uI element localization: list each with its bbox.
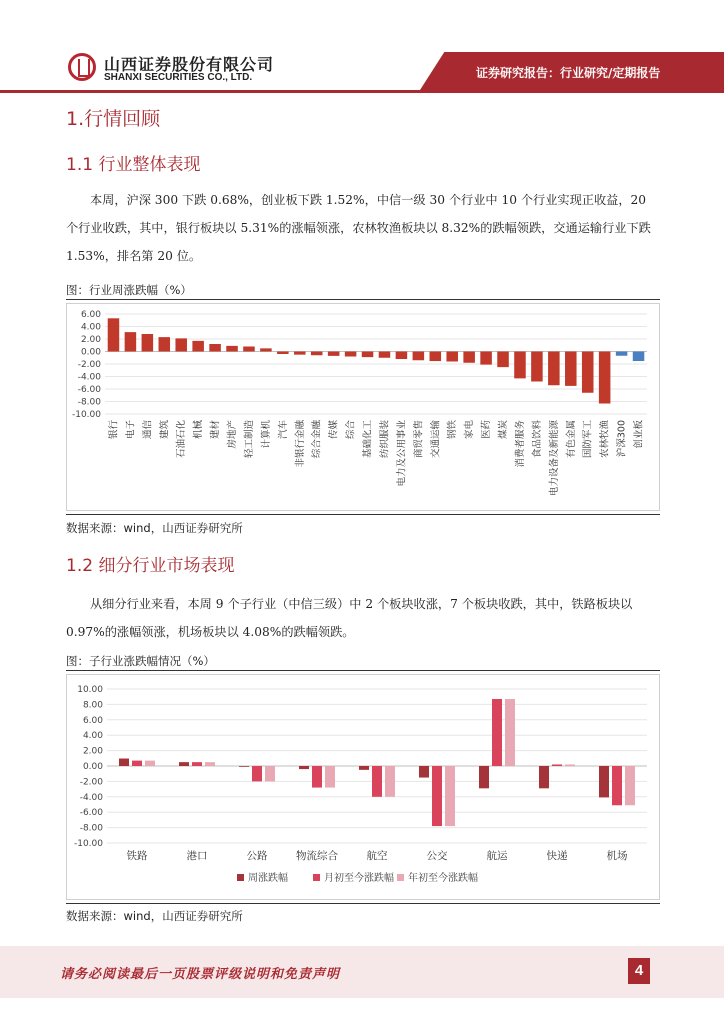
section-title: 1.行情回顾 <box>66 108 161 130</box>
bar <box>616 352 628 356</box>
bar <box>552 764 562 766</box>
y-tick-label: -4.00 <box>77 372 101 383</box>
bar <box>108 318 120 351</box>
x-tick-label: 综合金融 <box>311 420 323 459</box>
bar <box>372 766 382 797</box>
bar <box>612 766 622 805</box>
y-tick-label: -2.00 <box>77 360 101 370</box>
bar <box>492 699 502 766</box>
x-tick-label: 银行 <box>108 420 120 440</box>
figure-rule-bottom-2 <box>66 903 660 904</box>
bar <box>497 352 509 368</box>
x-tick-label: 航空 <box>366 850 388 862</box>
legend-label: 周涨跌幅 <box>248 873 288 884</box>
bar <box>205 762 215 766</box>
x-tick-label: 农林牧渔 <box>599 420 611 459</box>
x-tick-label: 建材 <box>210 420 222 440</box>
x-tick-label: 通信 <box>142 420 154 440</box>
y-tick-label: 4.00 <box>80 322 101 333</box>
y-tick-label: 8.00 <box>82 700 103 711</box>
bar <box>379 352 391 358</box>
company-name-cn: 山西证券股份有限公司 <box>104 55 275 74</box>
y-tick-label: 4.00 <box>82 731 103 742</box>
x-tick-label: 交通运输 <box>430 420 442 459</box>
subsection-title-2: 1.2 细分行业市场表现 <box>66 556 235 576</box>
x-tick-label: 计算机 <box>260 420 272 449</box>
x-tick-label: 港口 <box>186 850 208 862</box>
x-tick-label: 纺织服装 <box>379 420 391 459</box>
bar <box>192 341 204 352</box>
x-tick-label: 物流综合 <box>296 850 338 862</box>
bar <box>277 352 289 355</box>
y-tick-label: 6.00 <box>82 715 103 726</box>
x-tick-label: 公路 <box>246 850 268 862</box>
bar <box>145 761 155 766</box>
figure-source-1: 数据来源：wind，山西证券研究所 <box>66 521 243 535</box>
x-tick-label: 有色金属 <box>565 420 577 459</box>
x-tick-label: 沪深300 <box>616 420 628 458</box>
x-tick-label: 铁路 <box>126 850 148 862</box>
x-tick-label: 建筑 <box>159 420 171 440</box>
x-tick-label: 电力设备及新能源 <box>548 420 560 497</box>
legend-label: 年初至今涨跌幅 <box>408 873 478 884</box>
bar <box>505 699 515 766</box>
bar <box>260 348 272 351</box>
bar <box>531 352 543 382</box>
bar <box>362 352 374 358</box>
legend-swatch <box>397 874 404 881</box>
bar <box>132 761 142 766</box>
bar <box>539 766 549 788</box>
x-tick-label: 非银行金融 <box>294 420 306 468</box>
y-tick-label: 10.00 <box>77 685 103 695</box>
x-tick-label: 航运 <box>486 850 508 862</box>
industry-weekly-chart-svg <box>67 304 659 510</box>
x-tick-label: 钢铁 <box>447 420 459 440</box>
x-tick-label: 消费者服务 <box>514 420 526 468</box>
bar <box>328 352 340 356</box>
y-tick-label: 0.00 <box>82 762 103 772</box>
x-tick-label: 房地产 <box>227 420 239 449</box>
bar <box>119 759 129 766</box>
bar <box>599 766 609 797</box>
bar <box>625 766 635 805</box>
bar <box>582 352 594 393</box>
bar <box>565 352 577 386</box>
x-tick-label: 食品饮料 <box>531 420 543 459</box>
y-tick-label: -4.00 <box>79 792 103 803</box>
bar <box>445 766 455 826</box>
bar <box>265 766 275 781</box>
sub-industry-chart-svg <box>67 675 659 899</box>
x-tick-label: 创业板 <box>633 420 645 449</box>
bar <box>209 344 221 352</box>
x-tick-label: 石油石化 <box>176 420 188 459</box>
x-tick-label: 电力及公用事业 <box>396 420 408 487</box>
x-tick-label: 传媒 <box>328 420 340 440</box>
legend-swatch <box>313 874 320 881</box>
report-type: 证券研究报告：行业研究/定期报告 <box>476 66 661 80</box>
figure-rule-top-2 <box>66 670 660 671</box>
bar <box>419 766 429 778</box>
y-tick-label: 2.00 <box>80 335 101 345</box>
x-tick-label: 基础化工 <box>362 420 374 459</box>
figure-caption-2: 图：子行业涨跌幅情况（%） <box>66 654 215 668</box>
bar <box>294 352 306 355</box>
company-logo-icon <box>68 53 96 81</box>
paragraph-industry-overview: 本周，沪深 300 下跌 0.68%，创业板下跌 1.52%，中信一级 30 个行业中 10 个行业实现正收益，20 个行业收跌，其中，银行板块以 5.31%的涨幅领涨，农林牧渔板块以 8.32%的跌幅领跌，交通运输行业下跌 1.53%，排名第 20 位。 <box>66 193 651 263</box>
bar <box>548 352 560 386</box>
bar <box>514 352 526 379</box>
y-tick-label: -8.00 <box>77 397 101 408</box>
x-tick-label: 机场 <box>606 850 628 862</box>
x-tick-label: 机械 <box>193 420 205 440</box>
sub-industry-chart <box>66 674 660 900</box>
bar <box>599 352 611 404</box>
bar <box>633 352 645 362</box>
industry-weekly-chart <box>66 303 660 511</box>
y-tick-label: 2.00 <box>82 746 103 757</box>
bar <box>299 766 309 769</box>
bar <box>142 334 154 352</box>
y-tick-label: -6.00 <box>79 808 103 819</box>
bar <box>463 352 475 363</box>
bar <box>226 346 238 352</box>
bar <box>243 347 255 352</box>
legend-swatch <box>237 874 244 881</box>
x-tick-label: 电子 <box>125 420 137 440</box>
page-number: 4 <box>628 958 650 984</box>
bar <box>325 766 335 788</box>
x-tick-label: 汽车 <box>277 420 289 440</box>
y-tick-label: -2.00 <box>79 777 103 788</box>
x-tick-label: 公交 <box>426 850 448 862</box>
x-tick-label: 快递 <box>546 850 568 862</box>
x-tick-label: 国防军工 <box>582 420 594 459</box>
subsection-title-1: 1.1 行业整体表现 <box>66 155 201 175</box>
company-name-en: SHANXI SECURITIES CO., LTD. <box>104 72 253 83</box>
bar <box>159 337 171 351</box>
bar <box>345 352 357 357</box>
y-tick-label: -10.00 <box>71 410 101 420</box>
bar <box>396 352 408 360</box>
figure-source-2: 数据来源：wind，山西证券研究所 <box>66 909 243 923</box>
bar <box>192 762 202 766</box>
y-tick-label: 6.00 <box>80 310 101 320</box>
paragraph-sub-industry: 从细分行业来看，本周 9 个子行业（中信三级）中 2 个板块收涨，7 个板块收跌，其中，铁路板块以 0.97%的涨幅领涨，机场板块以 4.08%的跌幅领跌。 <box>66 597 633 639</box>
y-tick-label: -8.00 <box>79 823 103 834</box>
bar <box>430 352 442 362</box>
bar <box>432 766 442 826</box>
bar <box>446 352 458 362</box>
bar <box>179 762 189 766</box>
figure-caption-1: 图：行业周涨跌幅（%） <box>66 283 192 297</box>
x-tick-label: 家电 <box>464 420 476 440</box>
bar <box>479 766 489 788</box>
x-tick-label: 煤炭 <box>498 420 510 440</box>
footer-disclaimer: 请务必阅读最后一页股票评级说明和免责声明 <box>60 967 341 982</box>
bar <box>413 352 425 361</box>
x-tick-label: 轻工制造 <box>243 420 255 459</box>
bar <box>239 766 249 767</box>
bar <box>252 766 262 781</box>
header-divider <box>0 90 724 93</box>
legend-label: 月初至今涨跌幅 <box>324 873 394 884</box>
x-tick-label: 综合 <box>345 420 357 440</box>
bar <box>480 352 492 365</box>
bar <box>385 766 395 797</box>
y-tick-label: -6.00 <box>77 385 101 395</box>
figure-rule-top-1 <box>66 299 660 300</box>
x-tick-label: 商贸零售 <box>413 420 425 459</box>
bar <box>311 352 323 356</box>
bar <box>312 766 322 788</box>
y-tick-label: 0.00 <box>80 347 101 358</box>
x-tick-label: 医药 <box>481 420 493 440</box>
bar <box>175 338 187 351</box>
bar <box>359 766 369 770</box>
y-tick-label: -10.00 <box>73 839 103 849</box>
bar <box>565 764 575 766</box>
figure-rule-bottom-1 <box>66 514 660 515</box>
bar <box>125 332 137 351</box>
